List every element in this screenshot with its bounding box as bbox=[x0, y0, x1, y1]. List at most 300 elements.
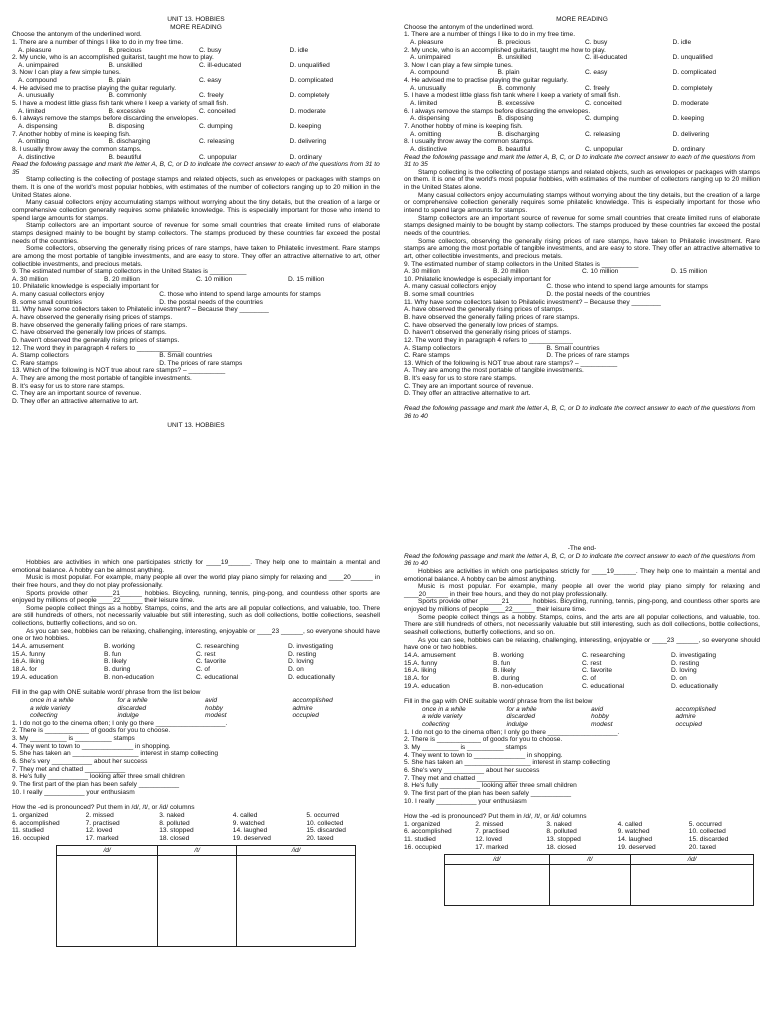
ed-word: 8. polluted bbox=[546, 828, 577, 836]
word-bank-item: discarded bbox=[506, 713, 536, 721]
ed-word: 10. collected bbox=[306, 819, 344, 827]
passage-paragraph: Stamp collecting is the collecting of postage stamps and related objects, such as envelopes or packages with stamps on them. It is one of the world's most popular hobbies, with estimates of the number of collectors ranging up to 20 million in the United States alone. bbox=[404, 168, 760, 192]
option: D. unqualified bbox=[289, 61, 330, 69]
option: B. fun bbox=[493, 659, 511, 667]
ed-word: 15. discarded bbox=[306, 827, 346, 835]
ed-word: 5. occurred bbox=[688, 820, 722, 828]
fill-question: 8. He's fully ___________ looking after three small children bbox=[12, 773, 185, 781]
option: 18.A. for bbox=[12, 665, 37, 673]
option-row bbox=[404, 146, 760, 154]
option-row bbox=[404, 268, 760, 276]
ed-instruction: How the -ed is pronounced? Put them in /d/, /t/, or /id/ columns bbox=[404, 813, 587, 821]
option: B. plain bbox=[497, 69, 520, 77]
ed-word: 12. loved bbox=[85, 827, 113, 835]
option: C. researching bbox=[196, 643, 239, 651]
fill-question: 7. They met and chatted ___________ bbox=[404, 774, 518, 782]
passage-paragraph: Some people collect things as a hobby. Stamps, coins, and the arts are all popular collections, and valuable, too. There are still hundreds of others, not necessarily valuable but still interesting, such as doll collections, bottle collections, seashell collections, butterfly collections, and so on. bbox=[404, 613, 760, 637]
cloze-options bbox=[12, 643, 380, 681]
option: D. resting bbox=[288, 650, 317, 658]
option: A. distinctive bbox=[410, 145, 448, 153]
option: C. 10 million bbox=[196, 275, 233, 283]
word-bank-item: discarded bbox=[117, 704, 147, 712]
option: B. disposing bbox=[108, 122, 145, 130]
option-grid bbox=[12, 291, 380, 306]
option: B. non-education bbox=[104, 673, 154, 681]
option: B. have observed the generally falling prices of rare stamps. bbox=[12, 321, 188, 329]
ed-word: 7. practised bbox=[475, 828, 510, 836]
option-row bbox=[12, 77, 380, 85]
cloze-row bbox=[404, 667, 760, 675]
option: 15.A. funny bbox=[404, 659, 438, 667]
option: D. delivering bbox=[289, 138, 327, 146]
worksheet-bottom-right bbox=[404, 545, 760, 906]
option: A. compound bbox=[410, 69, 449, 77]
ed-word-grid bbox=[12, 812, 380, 843]
option: C. favorite bbox=[196, 658, 227, 666]
passage-paragraph: Sports provide other ______21______ hobbies. Bicycling, running, tennis, ping-pong, and countless other sports are enjoyed by millions of people ____22______ their leisure time. bbox=[12, 589, 380, 605]
column-header: /id/ bbox=[631, 855, 754, 865]
option: 14.A. amusement bbox=[12, 643, 64, 651]
word-bank-item: hobby bbox=[591, 713, 609, 721]
passage-paragraph: Many casual collectors enjoy accumulating stamps without worrying about the tiny details, but the creation of a large or comprehensive collection generally requires some philatelic knowledge. This is especially important for those who intend to spend large amounts for stamps. bbox=[12, 199, 380, 222]
passage-instruction: Read the following passage and mark the letter A, B, C, or D to indicate the correct answer to each of the questions from 36 to 40 bbox=[404, 552, 756, 568]
option: B. during bbox=[104, 665, 131, 673]
word-bank-item: avid bbox=[205, 696, 218, 704]
question-stem: 7. Another hobby of mine is keeping fish. bbox=[404, 122, 523, 130]
word-bank-item: a wide variety bbox=[30, 704, 71, 712]
option: C. educational bbox=[196, 673, 239, 681]
footer-unit-title: UNIT 13. HOBBIES bbox=[167, 421, 225, 429]
cloze-row bbox=[12, 674, 380, 682]
option: C. those who intend to spend large amounts for stamps bbox=[159, 291, 321, 299]
option: D. keeping bbox=[289, 122, 322, 130]
ed-word: 14. laughed bbox=[617, 836, 653, 844]
option: D. unqualified bbox=[672, 54, 713, 62]
ed-word: 6. accomplished bbox=[404, 828, 452, 836]
word-bank-item: indulge bbox=[117, 712, 139, 720]
option: B. precious bbox=[497, 38, 531, 46]
passage-paragraph: Some people collect things as a hobby. Stamps, coins, and the arts are all popular collections, and valuable, too. There are still hundreds of others, not necessarily valuable but still interesting, such as doll collections, bottle collections, seashell collections, butterfly collections, and so on. bbox=[12, 604, 380, 628]
stamp-passage bbox=[12, 176, 380, 268]
option: C. They are an important source of revenue. bbox=[12, 390, 142, 398]
ed-word: 19. deserved bbox=[617, 843, 656, 851]
next-passage-instruction: Read the following passage and mark the letter A, B, C, or D to indicate the correct answer to each of the questions from 36 to 40 bbox=[404, 405, 756, 420]
option: D. moderate bbox=[672, 100, 709, 108]
option: B. during bbox=[493, 674, 520, 682]
fill-question: 3. My __________ is __________ stamps bbox=[12, 735, 135, 743]
option: D. completely bbox=[672, 84, 713, 92]
option-row bbox=[12, 154, 380, 162]
option: 14.A. amusement bbox=[404, 651, 456, 659]
option: D. the postal needs of the countries bbox=[546, 291, 651, 299]
option: D. on bbox=[288, 665, 304, 673]
option: C. ill-educated bbox=[585, 54, 628, 62]
question-stem: 9. The estimated number of stamp collectors in the United States is __________ bbox=[12, 268, 247, 276]
spacer bbox=[404, 713, 422, 721]
option: B. likely bbox=[104, 658, 127, 666]
question-stem: 13. Which of the following is NOT true about rare stamps? – __________ bbox=[404, 359, 618, 367]
option: C. have observed the generally low prices of stamps. bbox=[404, 321, 559, 329]
question-stem: 12. The word they in paragraph 4 refers to ____________ bbox=[404, 336, 573, 344]
option: B. non-education bbox=[493, 682, 543, 690]
column-header: /t/ bbox=[549, 855, 631, 865]
word-bank-item: once in a while bbox=[30, 696, 74, 704]
option: D. ordinary bbox=[672, 145, 705, 153]
option: A. pleasure bbox=[410, 38, 444, 46]
fill-question: 9. The first part of the plan has been safely ___________ bbox=[404, 789, 572, 797]
section-subtitle: MORE READING bbox=[170, 23, 222, 31]
word-bank-row bbox=[404, 721, 760, 729]
passage-paragraph: Many casual collectors enjoy accumulating stamps without worrying about the tiny details, but the creation of a large or comprehensive collection generally requires some philatelic knowledge. This is especially important for those who intend to spend large amounts for stamps. bbox=[404, 191, 760, 215]
antonym-questions bbox=[404, 31, 760, 153]
pronunciation-table bbox=[56, 845, 356, 947]
passage-paragraph: Music is most popular. For example, many people all over the world play piano simply for relaxing and ____20______ in their free hours, and they do not play professionally. bbox=[12, 574, 380, 589]
question-stem: 4. He advised me to practise playing the guitar regularly. bbox=[12, 84, 177, 92]
option-grid bbox=[404, 345, 760, 360]
question-stem: 2. My uncle, who is an accomplished guitarist, taught me how to play. bbox=[404, 46, 606, 54]
option: D. delivering bbox=[672, 130, 710, 138]
question-stem: 6. I always remove the stamps before discarding the envelopes. bbox=[404, 107, 591, 115]
option: D. investigating bbox=[288, 643, 334, 651]
question-stem: 5. I have a modest little glass fish tank where I keep a variety of small fish. bbox=[12, 100, 229, 108]
question-stem: 7. Another hobby of mine is keeping fish. bbox=[12, 130, 131, 138]
column-header: /d/ bbox=[445, 855, 550, 865]
option-row bbox=[404, 39, 760, 47]
question-stem: 12. The word they in paragraph 4 refers to ____________ bbox=[12, 344, 181, 352]
passage-paragraph: Hobbies are activities in which one participates strictly for ____19______. They help one to maintain a mental and emotional balance. A hobby can be almost anything. bbox=[404, 567, 760, 583]
option: C. dumping bbox=[585, 115, 619, 123]
spacer bbox=[12, 712, 30, 720]
cloze-row bbox=[12, 666, 380, 674]
option: C. researching bbox=[582, 651, 625, 659]
ed-word: 13. stopped bbox=[546, 836, 581, 844]
word-bank-item: once in a while bbox=[422, 705, 466, 713]
option: B. working bbox=[104, 643, 135, 651]
option: C. of bbox=[196, 665, 210, 673]
fill-question: 6. She's very ___________ about her success bbox=[404, 766, 540, 774]
option: B. likely bbox=[493, 667, 516, 675]
passage-instruction: Read the following passage and mark the letter A, B, C, or D to indicate the correct answer to each of the questions from 31 to 35 bbox=[12, 161, 380, 176]
option: B. 20 million bbox=[104, 275, 140, 283]
ed-word: 18. closed bbox=[159, 834, 190, 842]
cloze-row bbox=[12, 651, 380, 659]
option: C. conceited bbox=[585, 100, 622, 108]
option: B. unskilled bbox=[497, 54, 532, 62]
fill-question: 8. He's fully ___________ looking after three small children bbox=[404, 782, 577, 790]
word-bank-item: accomplished bbox=[292, 696, 333, 704]
option: B. precious bbox=[108, 46, 142, 54]
option: C. have observed the generally low prices of stamps. bbox=[12, 329, 167, 337]
spacer bbox=[12, 705, 30, 713]
option: C. They are an important source of revenue. bbox=[404, 382, 534, 390]
option: A. They are among the most portable of tangible investments. bbox=[404, 367, 584, 375]
ed-word: 13. stopped bbox=[159, 827, 194, 835]
ed-instruction: How the -ed is pronounced? Put them in /d/, /t/, or /id/ columns bbox=[12, 804, 195, 812]
option-row bbox=[12, 92, 380, 100]
column-header: /t/ bbox=[158, 846, 237, 856]
option: B. some small countries bbox=[404, 291, 474, 299]
option: D. the postal needs of the countries bbox=[159, 298, 263, 306]
stamp-passage bbox=[404, 169, 760, 261]
fill-question: 4. They went to town to ______________ in shopping. bbox=[404, 751, 563, 759]
spacer bbox=[404, 706, 422, 714]
option: A. Stamp collectors bbox=[12, 352, 69, 360]
option: C. unpopular bbox=[199, 153, 237, 161]
option: A. Stamp collectors bbox=[404, 344, 461, 352]
section-subtitle: MORE READING bbox=[556, 16, 608, 23]
word-bank-item: for a while bbox=[117, 696, 148, 704]
option: A. many casual collectors enjoy bbox=[12, 291, 105, 299]
option: D. They offer an attractive alternative to art. bbox=[12, 398, 139, 406]
spacer bbox=[12, 697, 30, 705]
ed-words bbox=[404, 821, 760, 852]
option: 15.A. funny bbox=[12, 650, 46, 658]
antonym-instruction: Choose the antonym of the underlined word. bbox=[404, 23, 534, 31]
question-stem: 11. Why have some collectors taken to Philatelic investment? – Because they ________ bbox=[12, 306, 269, 314]
ed-word: 12. loved bbox=[475, 836, 502, 844]
option: D. The prices of rare stamps bbox=[546, 352, 630, 360]
option: C. Rare stamps bbox=[404, 352, 450, 360]
ed-word: 14. laughed bbox=[232, 827, 268, 835]
option: B. beautiful bbox=[497, 145, 531, 153]
option: 19.A. education bbox=[404, 682, 450, 690]
option-row bbox=[12, 108, 380, 116]
cloze-options bbox=[404, 652, 760, 690]
fill-question: 1. I do not go to the cinema often; I only go there ___________________. bbox=[12, 719, 228, 727]
option: A. unusually bbox=[410, 84, 446, 92]
option: D. They offer an attractive alternative to art. bbox=[404, 390, 531, 398]
question-stem: 10. Philatelic knowledge is especially important for bbox=[404, 275, 551, 283]
fill-question: 5. She has taken an __________________ interest in stamp collecting bbox=[404, 759, 611, 767]
option: 18.A. for bbox=[404, 674, 429, 682]
option: D. idle bbox=[672, 38, 692, 46]
antonym-questions bbox=[12, 39, 380, 161]
option: B. commonly bbox=[497, 84, 536, 92]
worksheet-bottom-left bbox=[12, 545, 380, 947]
option-row bbox=[404, 54, 760, 62]
word-bank-item: avid bbox=[591, 705, 604, 713]
question-stem: 6. I always remove the stamps before discarding the envelopes. bbox=[12, 115, 199, 123]
passage-paragraph: Sports provide other ______21______ hobbies. Bicycling, running, tennis, ping-pong, and countless other sports are enjoyed by millions of people ____22______ their leisure time. bbox=[404, 598, 760, 614]
option: B. discharging bbox=[108, 138, 151, 146]
option: C. freely bbox=[585, 84, 610, 92]
option: B. Small countries bbox=[546, 344, 600, 352]
option: D. resting bbox=[671, 659, 700, 667]
option: D. idle bbox=[289, 46, 309, 54]
word-bank-item: admire bbox=[292, 704, 313, 712]
ed-word: 16. occupied bbox=[12, 834, 50, 842]
question-stem: 3. Now I can play a few simple tunes. bbox=[12, 69, 121, 77]
option: C. those who intend to spend large amounts for stamps bbox=[546, 283, 709, 291]
word-bank-item: accomplished bbox=[675, 705, 716, 713]
option: C. educational bbox=[582, 682, 625, 690]
ed-word: 7. practised bbox=[85, 819, 120, 827]
option: A. pleasure bbox=[18, 46, 52, 54]
ed-word: 19. deserved bbox=[232, 834, 271, 842]
word-bank-row bbox=[12, 697, 380, 705]
ed-word: 3. naked bbox=[159, 811, 185, 819]
ed-word: 5. occurred bbox=[306, 811, 340, 819]
ed-word: 1. organized bbox=[12, 811, 49, 819]
option: B. 20 million bbox=[493, 268, 529, 276]
word-bank-item: modest bbox=[591, 721, 613, 729]
option: C. rest bbox=[582, 659, 602, 667]
question-stem: 9. The estimated number of stamp collectors in the United States is __________ bbox=[404, 260, 639, 268]
fill-question: 6. She's very ___________ about her success bbox=[12, 758, 148, 766]
option: A. dispensing bbox=[18, 122, 58, 130]
option: B. beautiful bbox=[108, 153, 142, 161]
option-row bbox=[404, 85, 760, 93]
option: D. loving bbox=[671, 667, 697, 675]
ed-word: 4. called bbox=[232, 811, 258, 819]
hobbies-passage bbox=[12, 559, 380, 643]
option: A. distinctive bbox=[18, 153, 56, 161]
option: C. freely bbox=[199, 92, 224, 100]
passage-instruction: Read the following passage and mark the letter A, B, C, or D to indicate the correct answer to each of the questions from 31 to 35 bbox=[404, 153, 756, 169]
passage-paragraph: Music is most popular. For example, many people all over the world play piano simply for relaxing and ____20______ in their free hours, and they do not play professionally. bbox=[404, 583, 760, 598]
ed-word: 8. polluted bbox=[159, 819, 190, 827]
ed-word: 20. taxed bbox=[688, 843, 716, 851]
option: B. disposing bbox=[497, 115, 534, 123]
option: D. 15 million bbox=[671, 268, 708, 276]
fill-question: 5. She has taken an __________________ interest in stamp collecting bbox=[12, 750, 219, 758]
unit-title: UNIT 13. HOBBIES bbox=[167, 16, 225, 23]
option: C. dumping bbox=[199, 122, 233, 130]
cloze-row bbox=[12, 658, 380, 666]
fill-instruction: Fill in the gap with ONE suitable word/ phrase from the list below bbox=[12, 689, 201, 697]
option: D. educationally bbox=[288, 673, 335, 681]
option: B. It's easy for us to store rare stamps. bbox=[12, 382, 125, 390]
question-stem: 11. Why have some collectors taken to Philatelic investment? – Because they ________ bbox=[404, 298, 661, 306]
option-row bbox=[12, 276, 380, 284]
fill-question: 7. They met and chatted ___________ bbox=[12, 765, 126, 773]
option: C. favorite bbox=[582, 667, 613, 675]
option: D. on bbox=[671, 674, 687, 682]
ed-word: 2. missed bbox=[85, 811, 114, 819]
option: A. 30 million bbox=[404, 268, 440, 276]
ed-word: 10. collected bbox=[688, 828, 726, 836]
option: B. plain bbox=[108, 77, 131, 85]
option-row bbox=[12, 47, 380, 55]
ed-word: 4. called bbox=[617, 820, 643, 828]
question-stem: 1. There are a number of things I like to do in my free time. bbox=[12, 38, 184, 46]
word-bank-item: a wide variety bbox=[422, 713, 463, 721]
fill-question: 3. My __________ is __________ stamps bbox=[404, 744, 527, 752]
cloze-row bbox=[404, 660, 760, 668]
word-bank-item: indulge bbox=[506, 721, 528, 729]
ed-word: 11. studied bbox=[404, 836, 436, 844]
ed-word: 18. closed bbox=[546, 843, 577, 851]
ed-word: 15. discarded bbox=[688, 836, 729, 844]
fill-question: 10. I really ___________ your enthusiasm bbox=[12, 788, 135, 796]
option: C. releasing bbox=[199, 138, 235, 146]
option: D. loving bbox=[288, 658, 314, 666]
option: D. complicated bbox=[289, 77, 334, 85]
fill-question: 2. There is ____________ of goods for you to choose. bbox=[404, 736, 563, 744]
fill-question: 10. I really ___________ your enthusiasm bbox=[404, 797, 527, 805]
fill-question: 1. I do not go to the cinema often; I only go there ___________________. bbox=[404, 728, 620, 736]
option: B. fun bbox=[104, 650, 122, 658]
passage-paragraph: Stamp collectors are an important source of revenue for some small countries that create limited runs of elaborate stamps designed mainly to be bought by stamp collectors. The stamps produced by these countries far exceed the postal needs of the countries. bbox=[12, 222, 380, 245]
option: B. It's easy for us to store rare stamps. bbox=[404, 375, 517, 383]
option: A. have observed the generally rising prices of stamps. bbox=[12, 313, 173, 321]
option: B. some small countries bbox=[12, 298, 82, 306]
option: D. moderate bbox=[289, 107, 326, 115]
ed-word: 17. marked bbox=[85, 834, 119, 842]
option: C. releasing bbox=[585, 130, 621, 138]
passage-paragraph: Some collectors, observing the generally rising prices of rare stamps, have taken to Philatelic investment. Rare stamps are among the most portable of tangible investments, and are easy to store. They offer an attractive alternative to art, other collectible investments, and precious metals. bbox=[12, 245, 380, 268]
ed-word: 9. watched bbox=[232, 819, 265, 827]
option: B. working bbox=[493, 651, 524, 659]
ed-word: 1. organized bbox=[404, 820, 441, 828]
passage-paragraph: As you can see, hobbies can be relaxing, challenging, interesting, enjoyable or ____23 ______, so everyone should have one or two hobbies. bbox=[404, 636, 760, 652]
worksheet-top-left bbox=[12, 16, 380, 429]
option-row bbox=[404, 100, 760, 108]
option-row bbox=[404, 131, 760, 139]
option: A. omitting bbox=[18, 138, 50, 146]
fill-question: 4. They went to town to ______________ in shopping. bbox=[12, 742, 171, 750]
option-grid bbox=[404, 283, 760, 298]
option: D. haven't observed the generally rising prices of stamps. bbox=[404, 329, 572, 337]
option: D. ordinary bbox=[289, 153, 322, 161]
question-stem: 8. I usually throw away the common stamps. bbox=[12, 145, 142, 153]
question-stem: 2. My uncle, who is an accomplished guitarist, taught me how to play. bbox=[12, 54, 214, 62]
cloze-row bbox=[404, 675, 760, 683]
ed-word: 16. occupied bbox=[404, 843, 442, 851]
word-bank-item: occupied bbox=[675, 721, 702, 729]
ed-word: 2. missed bbox=[475, 820, 504, 828]
word-bank bbox=[404, 706, 760, 729]
ed-word: 11. studied bbox=[12, 827, 44, 835]
option: C. 10 million bbox=[582, 268, 619, 276]
option-row bbox=[12, 138, 380, 146]
fill-question: 9. The first part of the plan has been safely ___________ bbox=[12, 780, 180, 788]
option: A. limited bbox=[18, 107, 46, 115]
option: A. omitting bbox=[410, 130, 442, 138]
option: C. unpopular bbox=[585, 145, 623, 153]
option: A. compound bbox=[18, 77, 57, 85]
option: D. complicated bbox=[672, 69, 717, 77]
option: D. The prices of rare stamps bbox=[159, 359, 243, 367]
option: A. They are among the most portable of tangible investments. bbox=[12, 375, 192, 383]
ed-word: 6. accomplished bbox=[12, 819, 60, 827]
question-stem: 8. I usually throw away the common stamps. bbox=[404, 138, 534, 146]
spacer bbox=[404, 721, 422, 729]
antonym-instruction: Choose the antonym of the underlined word. bbox=[12, 31, 142, 39]
word-bank-row bbox=[12, 705, 380, 713]
option: C. busy bbox=[199, 46, 222, 54]
option: D. haven't observed the generally rising prices of stamps. bbox=[12, 336, 180, 344]
option: B. excessive bbox=[497, 100, 535, 108]
cloze-row bbox=[404, 652, 760, 660]
word-bank-item: modest bbox=[205, 712, 227, 720]
mc-questions bbox=[404, 261, 760, 399]
option: D. 15 million bbox=[288, 275, 325, 283]
question-stem: 5. I have a modest little glass fish tank where I keep a variety of small fish. bbox=[404, 92, 621, 100]
ed-word: 17. marked bbox=[475, 843, 509, 851]
option: A. unusually bbox=[18, 92, 54, 100]
pronunciation-table bbox=[444, 854, 754, 906]
question-stem: 1. There are a number of things I like to do in my free time. bbox=[404, 31, 576, 39]
option: B. discharging bbox=[497, 130, 540, 138]
mc-questions bbox=[12, 268, 380, 406]
fill-question: 2. There is ____________ of goods for you to choose. bbox=[12, 727, 171, 735]
option: A. many casual collectors enjoy bbox=[404, 283, 497, 291]
option: C. ill-educated bbox=[199, 61, 242, 69]
option: B. have observed the generally falling prices of rare stamps. bbox=[404, 313, 580, 321]
option: A. limited bbox=[410, 100, 438, 108]
word-bank-row bbox=[404, 713, 760, 721]
